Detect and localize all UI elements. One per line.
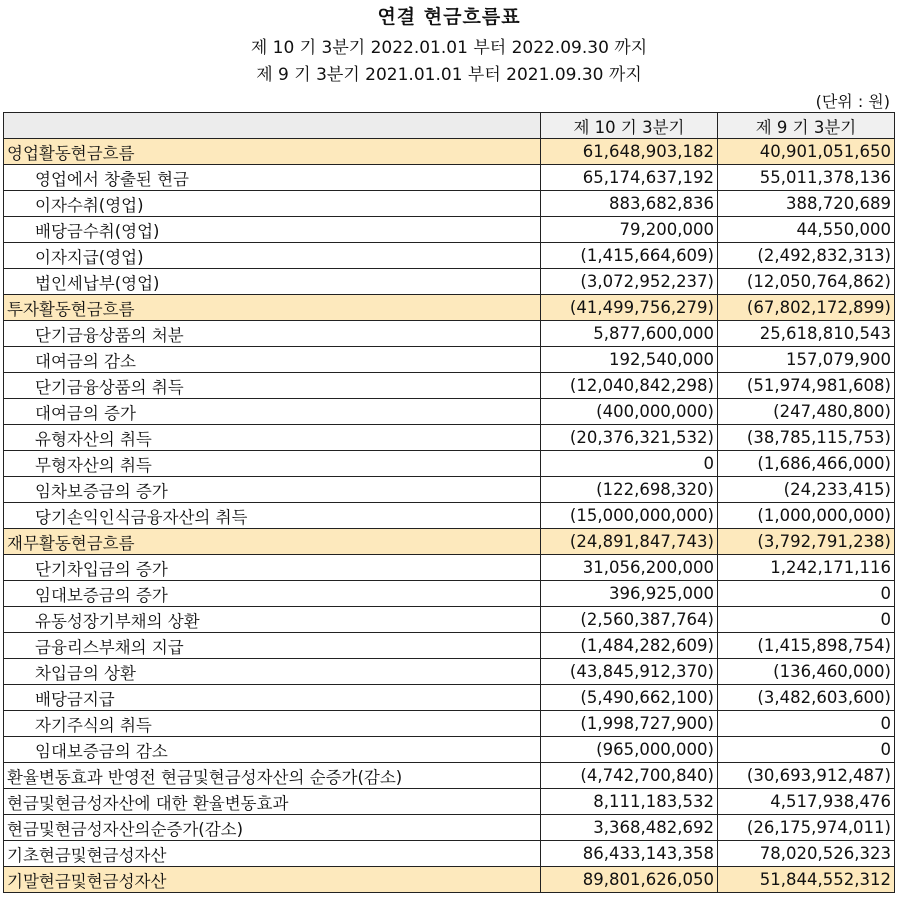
row-previous-value: 157,079,900 [718,347,895,373]
table-row [4,659,895,685]
row-label: 기초현금및현금성자산 [4,841,541,867]
row-current-value: 79,200,000 [541,217,718,243]
row-current-value: 5,877,600,000 [541,321,718,347]
row-label: 단기금융상품의 취득 [4,373,541,399]
row-current-value: (41,499,756,279) [541,295,718,321]
table-row [4,477,895,503]
row-previous-value: 78,020,526,323 [718,841,895,867]
row-previous-value: 0 [718,581,895,607]
table-row [4,503,895,529]
row-current-value: (12,040,842,298) [541,373,718,399]
cash-flow-table [3,112,895,893]
row-current-value: (1,998,727,900) [541,711,718,737]
row-current-value: 0 [541,451,718,477]
row-label: 대여금의 증가 [4,399,541,425]
row-label: 영업에서 창출된 현금 [4,165,541,191]
row-label: 자기주식의 취득 [4,711,541,737]
table-row [4,841,895,867]
row-current-value: 61,648,903,182 [541,139,718,165]
row-previous-value: (3,482,603,600) [718,685,895,711]
table-row-section [4,867,895,893]
row-label: 배당금수취(영업) [4,217,541,243]
row-current-value: 883,682,836 [541,191,718,217]
row-current-value: 86,433,143,358 [541,841,718,867]
table-row [4,321,895,347]
row-label: 당기손익인식금융자산의 취득 [4,503,541,529]
row-current-value: 65,174,637,192 [541,165,718,191]
row-label: 유형자산의 취득 [4,425,541,451]
row-previous-value: 0 [718,711,895,737]
row-label: 단기금융상품의 처분 [4,321,541,347]
row-label: 환율변동효과 반영전 현금및현금성자산의 순증가(감소) [4,763,541,789]
table-row [4,737,895,763]
row-current-value: 192,540,000 [541,347,718,373]
table-row [4,243,895,269]
row-current-value: (4,742,700,840) [541,763,718,789]
row-previous-value: (30,693,912,487) [718,763,895,789]
row-previous-value: (51,974,981,608) [718,373,895,399]
table-row [4,425,895,451]
row-label: 투자활동현금흐름 [4,295,541,321]
row-label: 재무활동현금흐름 [4,529,541,555]
row-previous-value: (67,802,172,899) [718,295,895,321]
table-row [4,269,895,295]
row-label: 유동성장기부채의 상환 [4,607,541,633]
header-previous-period: 제 9 기 3분기 [718,113,895,139]
row-label: 임대보증금의 감소 [4,737,541,763]
row-current-value: 31,056,200,000 [541,555,718,581]
table-row-section [4,139,895,165]
table-row-section [4,529,895,555]
row-previous-value: (12,050,764,862) [718,269,895,295]
row-label: 무형자산의 취득 [4,451,541,477]
table-row [4,399,895,425]
row-current-value: 3,368,482,692 [541,815,718,841]
row-current-value: 396,925,000 [541,581,718,607]
table-row-section [4,295,895,321]
row-current-value: (5,490,662,100) [541,685,718,711]
row-current-value: (15,000,000,000) [541,503,718,529]
unit-label: (단위 : 원) [815,92,890,111]
table-row [4,347,895,373]
row-previous-value: 40,901,051,650 [718,139,895,165]
table-row [4,581,895,607]
row-previous-value: (26,175,974,011) [718,815,895,841]
row-previous-value: 44,550,000 [718,217,895,243]
table-row [4,191,895,217]
row-previous-value: 388,720,689 [718,191,895,217]
row-label: 금융리스부채의 지급 [4,633,541,659]
row-previous-value: 0 [718,607,895,633]
row-current-value: (1,484,282,609) [541,633,718,659]
row-previous-value: 4,517,938,476 [718,789,895,815]
row-label: 현금및현금성자산에 대한 환율변동효과 [4,789,541,815]
row-previous-value: (247,480,800) [718,399,895,425]
table-row [4,555,895,581]
period-previous: 제 9 기 3분기 2021.01.01 부터 2021.09.30 까지 [256,65,642,85]
row-label: 임차보증금의 증가 [4,477,541,503]
row-previous-value: 25,618,810,543 [718,321,895,347]
row-label: 대여금의 감소 [4,347,541,373]
row-previous-value: (1,686,466,000) [718,451,895,477]
row-previous-value: (24,233,415) [718,477,895,503]
header-current-period: 제 10 기 3분기 [541,113,718,139]
row-previous-value: (38,785,115,753) [718,425,895,451]
row-label: 배당금지급 [4,685,541,711]
table-row [4,373,895,399]
row-previous-value: 51,844,552,312 [718,867,895,893]
row-label: 기말현금및현금성자산 [4,867,541,893]
row-label: 법인세납부(영업) [4,269,541,295]
table-row [4,607,895,633]
table-row [4,763,895,789]
table-row [4,815,895,841]
table-header-row [4,113,895,139]
row-label: 임대보증금의 증가 [4,581,541,607]
row-current-value: (20,376,321,532) [541,425,718,451]
row-previous-value: (2,492,832,313) [718,243,895,269]
table-row [4,217,895,243]
row-label: 단기차입금의 증가 [4,555,541,581]
row-current-value: 89,801,626,050 [541,867,718,893]
row-current-value: (122,698,320) [541,477,718,503]
row-current-value: (3,072,952,237) [541,269,718,295]
row-label: 영업활동현금흐름 [4,139,541,165]
table-row [4,685,895,711]
table-row [4,789,895,815]
table-row [4,711,895,737]
statement-title: 연결 현금흐름표 [377,6,521,28]
row-previous-value: (136,460,000) [718,659,895,685]
row-current-value: (965,000,000) [541,737,718,763]
row-previous-value: 1,242,171,116 [718,555,895,581]
header-label-column [4,113,541,139]
row-current-value: 8,111,183,532 [541,789,718,815]
row-current-value: (2,560,387,764) [541,607,718,633]
table-row [4,165,895,191]
row-previous-value: 55,011,378,136 [718,165,895,191]
row-label: 이자지급(영업) [4,243,541,269]
row-current-value: (43,845,912,370) [541,659,718,685]
table-row [4,451,895,477]
row-previous-value: (1,000,000,000) [718,503,895,529]
row-label: 현금및현금성자산의순증가(감소) [4,815,541,841]
row-previous-value: (1,415,898,754) [718,633,895,659]
row-previous-value: (3,792,791,238) [718,529,895,555]
table-row [4,633,895,659]
row-label: 이자수취(영업) [4,191,541,217]
row-current-value: (24,891,847,743) [541,529,718,555]
row-previous-value: 0 [718,737,895,763]
period-current: 제 10 기 3분기 2022.01.01 부터 2022.09.30 까지 [250,38,648,58]
row-current-value: (400,000,000) [541,399,718,425]
row-label: 차입금의 상환 [4,659,541,685]
row-current-value: (1,415,664,609) [541,243,718,269]
